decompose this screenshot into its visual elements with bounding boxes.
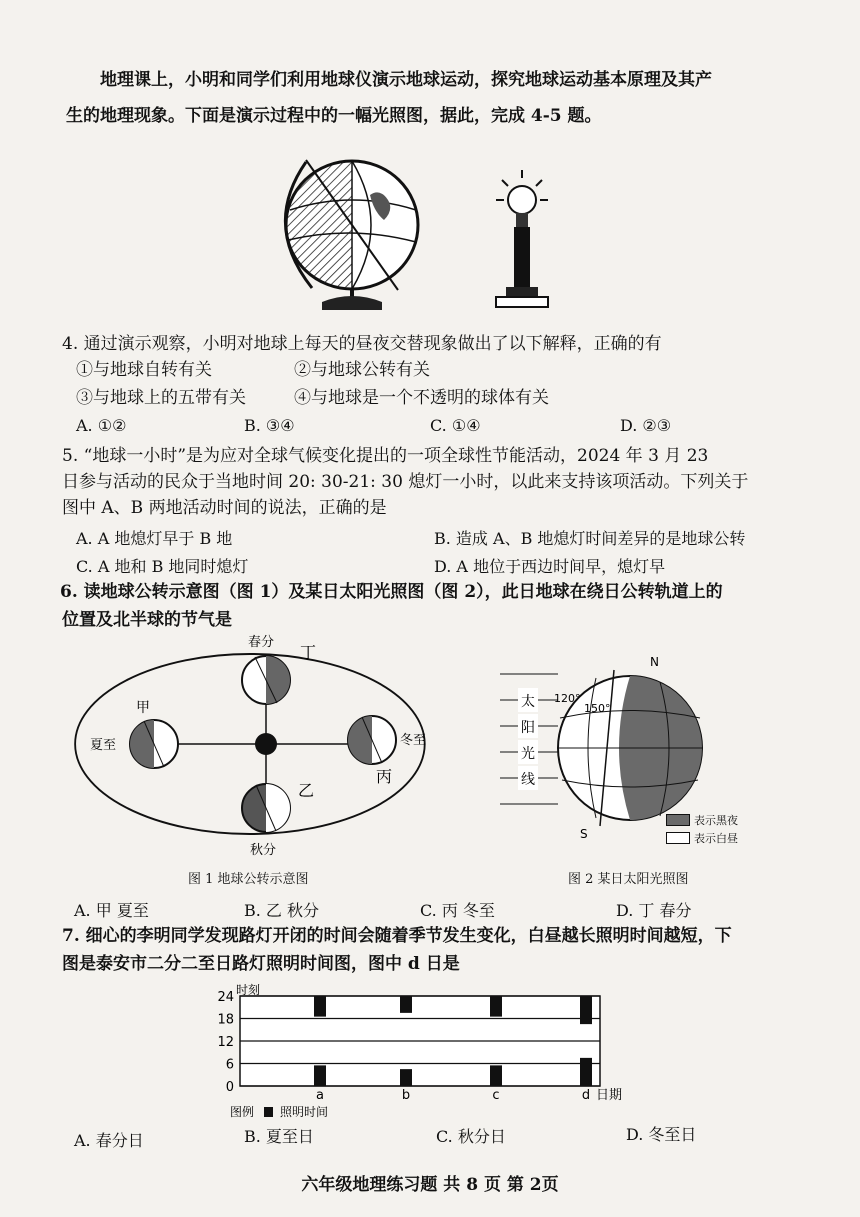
q6-option-d[interactable]: D. 丁 春分	[616, 901, 692, 920]
y-tick-6: 6	[225, 1057, 234, 1073]
x-tick-b: b	[401, 1088, 411, 1103]
q4-statement-3: ③与地球上的五带有关	[76, 388, 246, 408]
fig1-label-yi: 乙	[298, 781, 315, 800]
fig1-label-ding: 丁	[300, 643, 317, 662]
q5-line-3: 图中 A、B 两地活动时间的说法，正确的是	[62, 498, 387, 518]
y-tick-24: 24	[217, 990, 234, 1005]
globe-jia-icon	[130, 720, 178, 768]
page-footer: 六年级地理练习题 共 8 页 第 2页	[301, 1175, 559, 1195]
q5-option-d[interactable]: D. A 地位于西边时间早，熄灯早	[434, 557, 666, 576]
q7-option-d[interactable]: D. 冬至日	[626, 1125, 697, 1144]
q6-line-2: 位置及北半球的节气是	[62, 610, 232, 630]
q7-option-c[interactable]: C. 秋分日	[436, 1127, 506, 1146]
q4-statement-1: ①与地球自转有关	[76, 360, 212, 380]
fig2-north: N	[650, 655, 659, 669]
q5-line-1: 5. “地球一小时”是为应对全球气候变化提出的一项全球性节能活动，2024 年 3 月 23	[62, 446, 709, 466]
legend-night-swatch	[666, 814, 690, 826]
fig1-label-qiufen: 秋分	[250, 843, 277, 858]
fig2-legend	[666, 812, 738, 846]
legend-prefix: 图例	[230, 1105, 255, 1119]
q7-line-2: 图是泰安市二分二至日路灯照明时间图，图中 d 日是	[62, 954, 460, 974]
bar-c-1	[490, 996, 502, 1017]
figure-1-orbit	[90, 632, 427, 862]
bar-c-0	[490, 1065, 502, 1086]
bar-b-0	[400, 1069, 412, 1086]
legend-day-label: 表示白昼	[694, 832, 738, 845]
fig1-label-chunfen: 春分	[248, 635, 275, 650]
intro-line-2: 生的地理现象。下面是演示过程中的一幅光照图，据此，完成 4-5 题。	[66, 106, 602, 126]
q4-stem: 4. 通过演示观察，小明对地球上每天的昼夜交替现象做出了以下解释，正确的有	[62, 334, 662, 354]
lighting-time-chart	[200, 984, 670, 1120]
fig2-deg-120: 120°	[554, 692, 581, 705]
lamp-icon	[496, 170, 548, 307]
q6-option-c[interactable]: C. 丙 冬至	[420, 901, 495, 920]
sun-char-3: 光	[521, 746, 535, 762]
q5-line-2: 日参与活动的民众于当地时间 20: 30-21: 30 熄灯一小时，以此来支持该项活动。下列关于	[62, 472, 749, 492]
y-axis-label: 时刻	[236, 983, 261, 997]
bar-d-1	[580, 996, 592, 1024]
fig2-deg-150: 150°	[584, 702, 611, 715]
fig2-south: S	[580, 827, 588, 841]
legend-swatch	[264, 1107, 273, 1117]
q4-option-c[interactable]: C. ①④	[430, 416, 481, 435]
q4-statement-2: ②与地球公转有关	[294, 360, 430, 380]
bar-a-1	[314, 996, 326, 1017]
q7-option-b[interactable]: B. 夏至日	[244, 1127, 314, 1146]
x-tick-c: c	[492, 1088, 500, 1103]
globe-yi-icon	[242, 784, 290, 832]
q6-line-1: 6. 读地球公转示意图（图 1）及某日太阳光照图（图 2），此日地球在绕日公转轨道上的	[60, 582, 723, 602]
q5-option-c[interactable]: C. A 地和 B 地同时熄灯	[76, 557, 249, 576]
q4-option-d[interactable]: D. ②③	[620, 416, 672, 435]
q6-option-b[interactable]: B. 乙 秋分	[244, 901, 320, 920]
fig1-label-dongzhi: 冬至	[400, 733, 427, 748]
bar-b-1	[400, 996, 412, 1013]
sun-char-2: 阳	[521, 720, 535, 736]
figure-2-caption: 图 2 某日太阳光照图	[568, 872, 689, 887]
globe-lamp-illustration	[270, 150, 590, 320]
globe-icon	[285, 160, 418, 310]
globe-bing-icon	[348, 716, 396, 764]
figure-1-caption: 图 1 地球公转示意图	[188, 872, 309, 887]
x-tick-a: a	[316, 1088, 324, 1103]
q5-option-b[interactable]: B. 造成 A、B 地熄灯时间差异的是地球公转	[434, 529, 746, 548]
sun-char-4: 线	[521, 772, 535, 788]
bar-d-0	[580, 1058, 592, 1086]
legend-night-label: 表示黑夜	[694, 814, 738, 827]
y-tick-12: 12	[217, 1035, 234, 1050]
sun-icon	[255, 733, 277, 755]
q7-line-1: 7. 细心的李明同学发现路灯开闭的时间会随着季节发生变化，白昼越长照明时间越短，下	[62, 926, 732, 946]
q4-option-a[interactable]: A. ①②	[76, 416, 127, 435]
legend-day-swatch	[666, 832, 690, 844]
fig1-label-bing: 丙	[376, 767, 393, 786]
q4-option-b[interactable]: B. ③④	[244, 416, 295, 435]
sun-char-1: 太	[521, 694, 535, 710]
q5-option-a[interactable]: A. A 地熄灯早于 B 地	[76, 529, 233, 548]
q7-option-a[interactable]: A. 春分日	[74, 1131, 144, 1150]
x-axis-label: 日期	[596, 1088, 623, 1103]
x-tick-d: d	[581, 1088, 591, 1103]
fig1-label-xiazhi: 夏至	[90, 738, 117, 753]
y-tick-18: 18	[217, 1012, 234, 1028]
q6-option-a[interactable]: A. 甲 夏至	[74, 901, 149, 920]
fig1-label-jia: 甲	[136, 700, 150, 716]
legend-label: 照明时间	[280, 1105, 329, 1119]
q4-statement-4: ④与地球是一个不透明的球体有关	[294, 388, 549, 408]
bar-a-0	[314, 1065, 326, 1086]
intro-line-1: 地理课上，小明和同学们利用地球仪演示地球运动，探究地球运动基本原理及其产	[100, 70, 712, 90]
globe-chunfen-icon	[242, 656, 290, 704]
y-tick-0: 0	[225, 1080, 234, 1095]
